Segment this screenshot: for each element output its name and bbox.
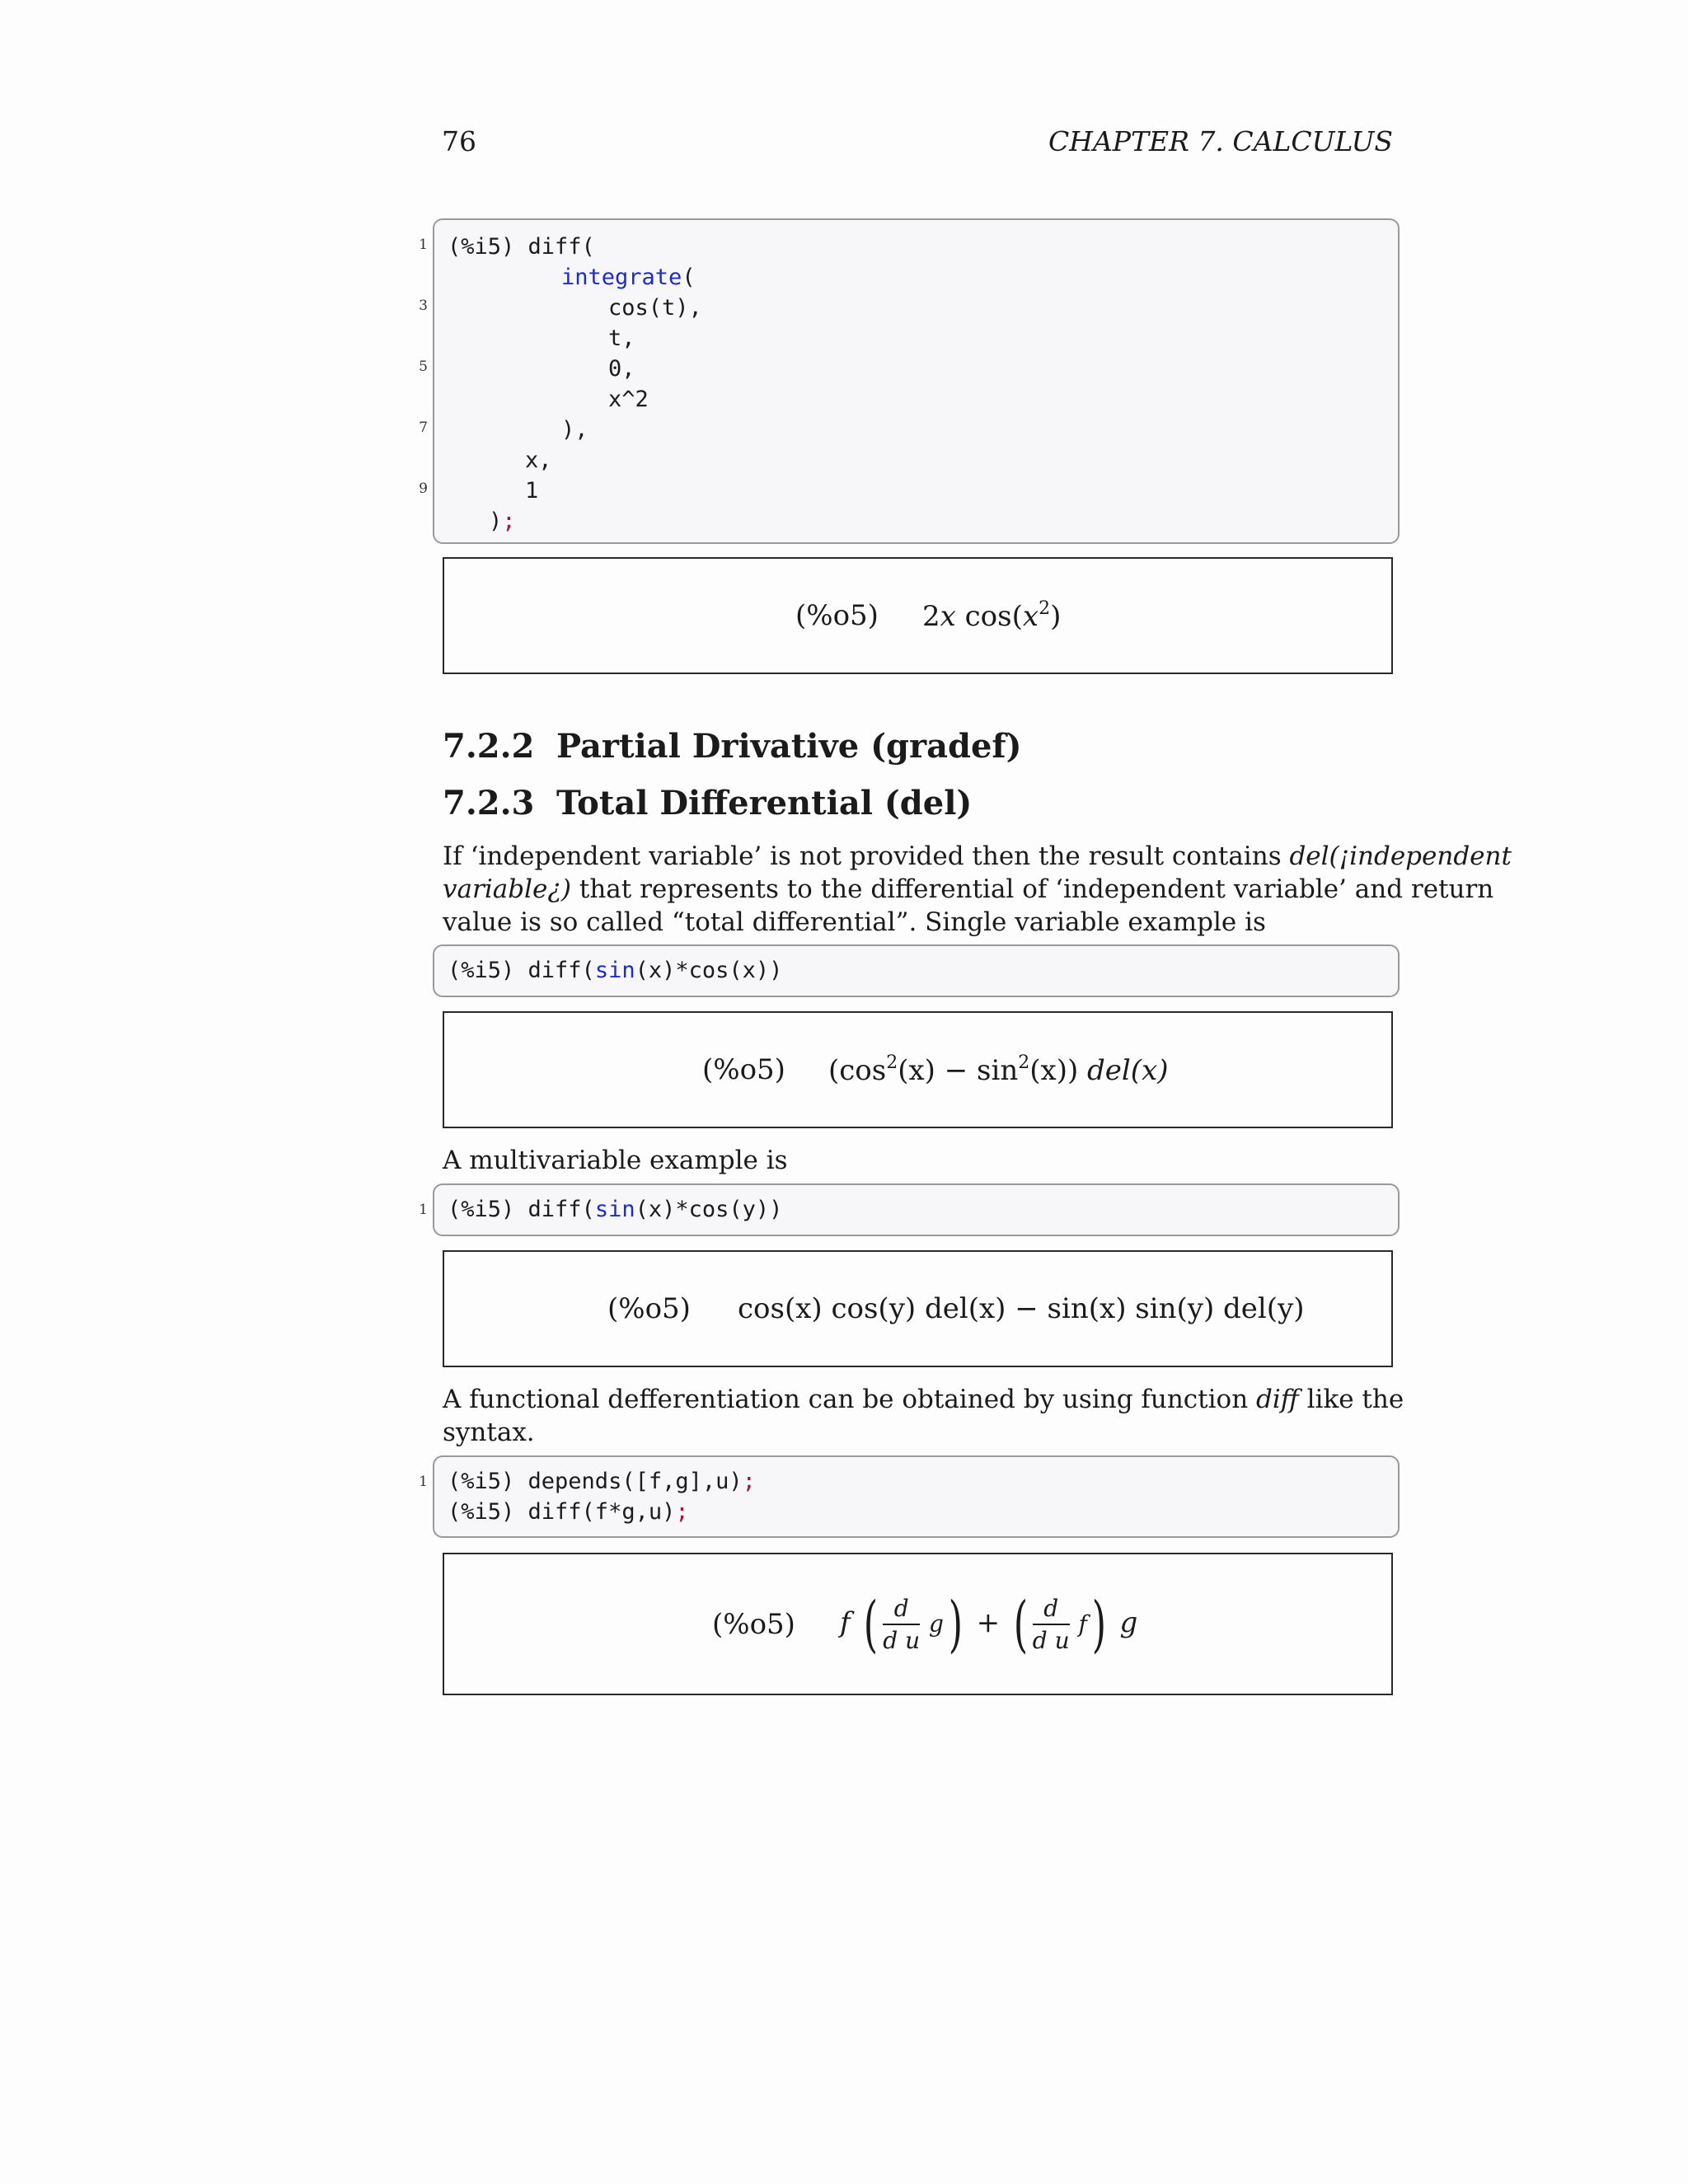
output-label: (%o5) [702, 1053, 785, 1086]
code-line: t, [608, 326, 635, 351]
line-number: 1 [419, 237, 428, 253]
output-label: (%o5) [607, 1292, 691, 1325]
output-expression: cos(x) cos(y) del(x) − sin(x) sin(y) del(y) [738, 1292, 1305, 1325]
code-line: (%i5) diff( [448, 234, 595, 260]
code-block-integrate [419, 218, 1400, 544]
output-box-1 [443, 557, 1393, 674]
code-line: ); [489, 509, 516, 534]
code-line: (%i5) diff(f*g,u); [448, 1499, 689, 1525]
output-box-3 [443, 1250, 1393, 1367]
line-number: 9 [419, 480, 428, 497]
line-number: 3 [419, 298, 428, 314]
paragraph: A multivariable example is [443, 1146, 788, 1175]
code-line: (%i5) depends([f,g],u); [448, 1469, 756, 1494]
output-label: (%o5) [712, 1607, 795, 1641]
code-line: 0, [608, 356, 635, 382]
code-block-depends [419, 1455, 1400, 1538]
output-box-2 [443, 1011, 1393, 1128]
code-line: x^2 [608, 387, 649, 412]
page-number: 76 [442, 125, 476, 157]
line-number: 7 [419, 419, 428, 436]
code-line: integrate( [561, 265, 696, 290]
line-number: 1 [419, 1474, 428, 1490]
output-expression: f ( $\frac{d}{\text{d u}}$ g) + ( $\frac{d}{\text{d u}}$ f) g [840, 1588, 1138, 1660]
chapter-heading: CHAPTER 7. CALCULUS [1048, 125, 1393, 157]
output-expression: 2x $\cos(x^2)$ [922, 598, 1062, 633]
output-box-4 [443, 1553, 1393, 1695]
code-block-multi-var [419, 1183, 1400, 1236]
section-heading: 7.2.3 Total Differential (del) [443, 784, 973, 823]
output-expression: $(\cos^2(x) - \sin^2(x))$ del(x) [828, 1052, 1169, 1087]
code-line: cos(t), [608, 295, 702, 321]
section-heading: 7.2.2 Partial Drivative (gradef) [443, 727, 1022, 766]
code-line: ), [561, 417, 588, 443]
code-block-single-var [433, 944, 1400, 997]
paragraph: A functional defferentiation can be obtained by using function diff like the syntax. [443, 1385, 1404, 1447]
code-line: 1 [525, 478, 539, 504]
code-line: (%i5) diff(sin(x)*cos(y)) [448, 1197, 783, 1222]
code-line: x, [525, 448, 552, 473]
paragraph: If ‘independent variable’ is not provided then the result contains del(¡independent variable¿) that represents to the differential of ‘independent variable’ and return value is so called “total differential”. Single variable example is [443, 841, 1512, 937]
output-label: (%o5) [795, 599, 879, 632]
line-number: 5 [419, 359, 428, 375]
line-number: 1 [419, 1202, 428, 1218]
code-line: (%i5) diff(sin(x)*cos(x)) [448, 958, 783, 983]
